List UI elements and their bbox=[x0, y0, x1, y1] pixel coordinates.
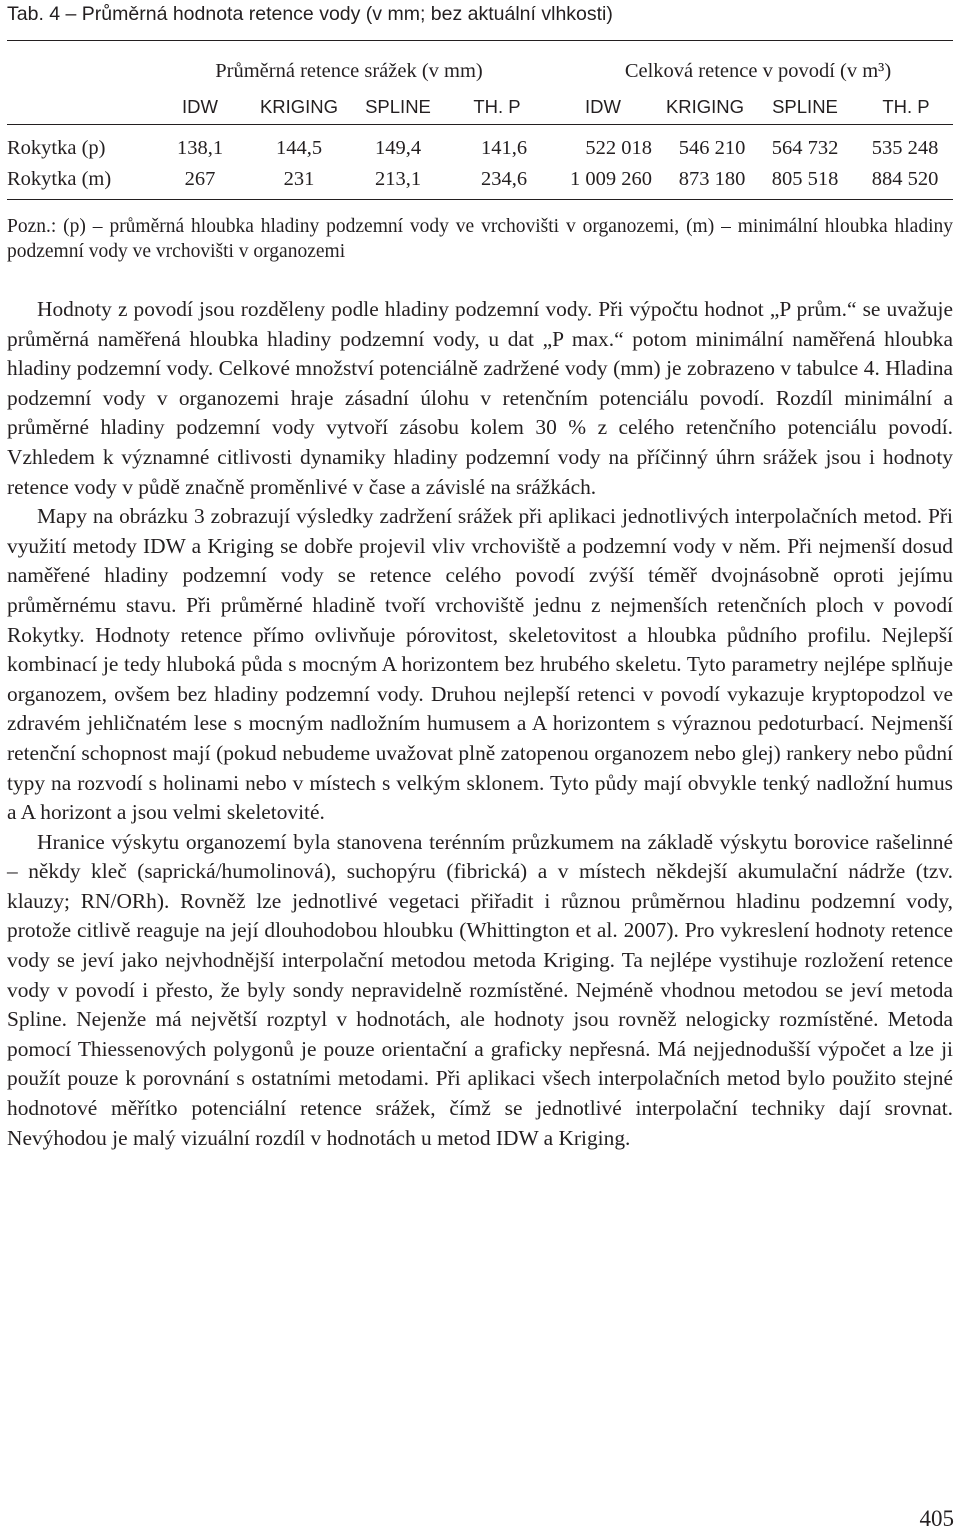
table-cell: 884 520 bbox=[871, 168, 939, 190]
table-cell: 141,6 bbox=[480, 137, 528, 159]
paragraph: Hodnoty z povodí jsou rozděleny podle hladiny podzemní vody. Při výpočtu hodnot „P prům.“ se uvažuje průměrná naměřená hloubka hladiny podzemní vody, u dat „P max.“ potom minimální naměřená hloubka hladiny podzemní vody. Celkové množství potenciálně zadržené vody (mm) je zobrazeno v tabulce 4. Hladina podzemní vody v organozemi hraje zásadní úlohu v retenčním potenciálu povodí. Rozdíl minimální a průměrné hladiny podzemní vody vytvoří zásobu kolem 30 % z celého retenčního potenciálu povodí. Vzhledem k významné citlivosti dynamiky hladiny podzemní vody na příčinný úhrn srážek jsou i hodnoty retence vody v půdě značně proměnlivé v čase a závislé na srážkách. bbox=[7, 297, 953, 499]
table-cell: 234,6 bbox=[480, 168, 528, 190]
body-text bbox=[7, 295, 953, 1153]
paragraph: Hranice výskytu organozemí byla stanovena terénním průzkumem na základě výskytu borovice rašelinné – někdy kleč (saprická/humolinová), suchopýru (fibrická) a v místech někdejší akumulační nádrže (tzv. klauzy; RN/ORh). Rovněž lze jednotlivé vegetaci přiřadit i různou průměrnou hladinu podzemní vody, protože citlivě reaguje na její dlouhodobou hloubku (Whittington et al. 2007). Pro vykreslení hodnoty retence vody se jeví jako nejvhodnější interpolační metodou metoda Kriging. Ta nejlépe vystihuje rozložení retence vody v povodí i přesto, že byly sondy nepravidelně rozmístěné. Nejméně vhodnou metodou se jeví metoda Spline. Nejenže má největší rozptyl v hodnotách, ale hodnoty jsou rovněž nelogicky rozmístěné. Metoda pomocí Thiessenových polygonů je pouze orientační a graficky nepřesná. Má nejjednodušší výpočet a lze ji použít pouze k porovnání s ostatními metodami. Při aplikaci všech interpolačních metod bylo použito stejné hodnotové měřítko potenciální retence srážek, čímž se jednotlivé interpolační techniky dají srovnat. Nevýhodou je malý vizuální rozdíl v hodnotách u metod IDW a Kriging. bbox=[7, 829, 953, 1150]
page-number: 405 bbox=[919, 1506, 954, 1531]
table-top-rule bbox=[7, 40, 953, 41]
group-header-precipitation-retention: Průměrná retence srážek (v mm) bbox=[215, 60, 483, 82]
table-cell: 1 009 260 bbox=[570, 168, 652, 190]
table-bottom-rule bbox=[7, 199, 953, 200]
table-cell: 138,1 bbox=[176, 137, 224, 159]
table-cell: 522 018 bbox=[585, 137, 652, 159]
table-cell: 873 180 bbox=[678, 168, 746, 190]
row-label-rokytka-p: Rokytka (p) bbox=[7, 137, 106, 159]
table-cell: 231 bbox=[283, 168, 315, 190]
column-header-kriging-total: KRIGING bbox=[665, 96, 745, 117]
paragraph: Mapy na obrázku 3 zobrazují výsledky zadržení srážek při aplikaci jednotlivých interpolačních metod. Při využití metody IDW a Kriging se dobře projevil vliv vrchoviště a podzemní vody v něm. Při nejmenší dosud naměřené hladiny podzemní vody se retence celého povodí zvýší téměř dvojnásobně oproti jejímu průměrnému stavu. Při průměrné hladině tvoří vrchoviště jednu z nejmenších retenčních ploch v povodí Rokytky. Hodnoty retence přímo ovlivňuje pórovitost, skeletovitost a hloubka půdního profilu. Nejlepší kombinací je tedy hluboká půda s mocným A horizontem bez hrubého skeletu. Tyto parametry nejlépe splňuje organozem, ovšem bez hladiny podzemní vody. Druhou nejlepší retenci v povodí vykazuje kryptopodzol ve zdravém jehličnatém lese s mocným nadložním humusem a A horizontem s výraznou pedoturbací. Nejmenší retenční schopnost mají (pokud nebudeme uvažovat plně zatopenou organozem nebo glej) rankery nebo půdní typy na rozvodí s holinami nebo v místech s velkým sklonem. Tyto půdy mají obvykle tenký nadložní humus a A horizont a jsou velmi skeletovité. bbox=[7, 504, 953, 825]
column-header-idw: IDW bbox=[182, 96, 218, 117]
table-cell: 546 210 bbox=[678, 137, 746, 159]
column-header-spline: SPLINE bbox=[365, 96, 431, 117]
table-cell: 267 bbox=[184, 168, 216, 190]
table-cell: 149,4 bbox=[374, 137, 422, 159]
table-cell: 535 248 bbox=[871, 137, 939, 159]
table-cell: 805 518 bbox=[771, 168, 839, 190]
table-cell: 144,5 bbox=[275, 137, 323, 159]
column-header-th-p-total: TH. P bbox=[882, 96, 930, 117]
row-label-rokytka-m: Rokytka (m) bbox=[7, 168, 112, 190]
column-header-idw-total: IDW bbox=[585, 96, 621, 117]
column-header-spline-total: SPLINE bbox=[772, 96, 838, 117]
column-header-th-p: TH. P bbox=[473, 96, 521, 117]
table-note: Pozn.: (p) – průměrná hloubka hladiny podzemní vody ve vrchovišti v organozemi, (m) – minimální hloubka hladiny podzemní vody ve vrchovišti v organozemi bbox=[7, 216, 953, 262]
table-caption: Tab. 4 – Průměrná hodnota retence vody (v mm; bez aktuální vlhkosti) bbox=[7, 3, 613, 25]
column-header-kriging: KRIGING bbox=[259, 96, 339, 117]
table-cell: 564 732 bbox=[771, 137, 839, 159]
group-header-total-retention: Celková retence v povodí (v m³) bbox=[624, 60, 892, 82]
table-cell: 213,1 bbox=[374, 168, 422, 190]
table-header-rule bbox=[7, 124, 953, 125]
